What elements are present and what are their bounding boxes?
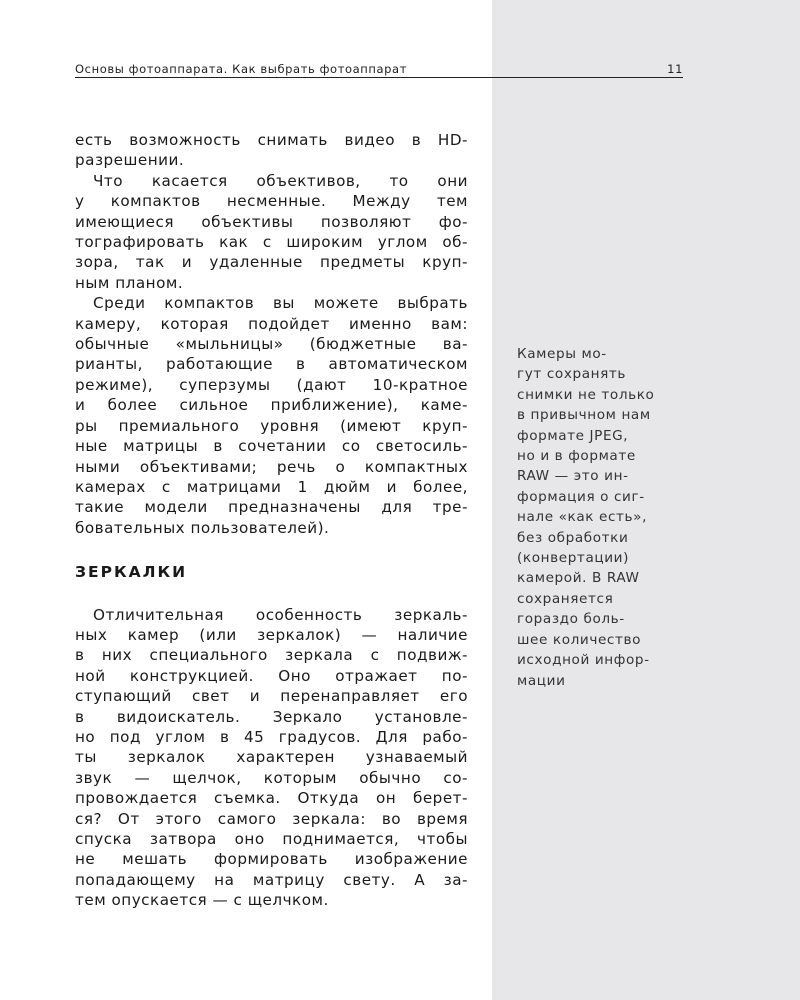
sidenote-line: формате JPEG, <box>517 427 629 444</box>
text-line: ступающий свет и перенаправляет его <box>75 687 468 706</box>
text-line: тем опускается — с щелчком. <box>75 891 329 910</box>
sidenote-line: в привычном нам <box>517 407 651 424</box>
main-text <box>75 130 468 911</box>
header-title: Основы фотоаппарата. Как выбрать фотоаппарат <box>75 62 408 76</box>
text-line: обычные «мыльницы» (бюджетные ва- <box>75 335 468 354</box>
text-line: и более сильное приближение), каме- <box>75 396 468 415</box>
text-line: ным планом. <box>75 273 184 292</box>
sidenote-line: (конвертации) <box>517 550 629 567</box>
text-line: ной конструкцией. Оно отражает по- <box>75 666 468 685</box>
text-line: в видоискатель. Зеркало установле- <box>75 707 468 726</box>
text-line: ры премиального уровня (имеют круп- <box>75 416 468 435</box>
text-line: звук — щелчок, которым обычно со- <box>75 768 468 787</box>
text-line: Среди компактов вы можете выбрать <box>93 294 468 313</box>
sidenote-line: сохраняется <box>517 590 614 607</box>
text-line: такие модели предназначены для тре- <box>75 498 468 517</box>
text-line: ты зеркалок характерен узнаваемый <box>75 748 468 767</box>
text-line: провождается съемка. Откуда он берет- <box>75 789 468 808</box>
text-line: бовательных пользователей). <box>75 518 330 537</box>
sidenote-line: гораздо боль- <box>517 611 625 628</box>
sidenote-line: гут сохранять <box>517 366 627 383</box>
sidenote-line: снимки не только <box>517 386 655 403</box>
text-line: Что касается объективов, то они <box>93 171 468 190</box>
text-line: есть возможность снимать видео в HD- <box>75 131 468 149</box>
text-line: Отличительная особенность зеркаль- <box>93 605 468 624</box>
sidenote-line: RAW — это ин- <box>517 468 629 485</box>
text-line: тографировать как с широким углом об- <box>75 233 468 252</box>
page-number: 11 <box>667 62 683 76</box>
running-header <box>75 62 683 78</box>
sidenote-line: Камеры мо- <box>517 346 607 362</box>
section-heading: ЗЕРКАЛКИ <box>75 563 188 582</box>
text-line: ные матрицы в сочетании со светосиль- <box>75 437 468 456</box>
sidenote <box>517 344 682 691</box>
text-line: ся? От этого самого зеркала: во время <box>75 809 468 828</box>
sidenote-line: формация о сиг- <box>517 488 645 505</box>
text-line: ных камер (или зеркалок) — наличие <box>75 625 468 644</box>
sidenote-line: без обработки <box>517 529 629 546</box>
text-line: имеющиеся объективы позволяют фо- <box>75 212 468 231</box>
sidenote-line: но и в формате <box>517 448 636 465</box>
sidenote-line: нале «как есть», <box>517 509 647 526</box>
text-line: ными объективами; речь о компактных <box>75 457 468 476</box>
sidenote-line: шее количество <box>517 631 642 648</box>
paragraph-2 <box>75 171 468 293</box>
text-line: не мешать формировать изображение <box>75 850 468 869</box>
text-line: разрешении. <box>75 151 185 170</box>
text-line: рианты, работающие в автоматическом <box>75 355 468 374</box>
text-line: режиме), суперзумы (дают 10-кратное <box>75 375 468 394</box>
text-line: в них специального зеркала с подвиж- <box>75 646 468 665</box>
paragraph-3 <box>75 293 468 538</box>
paragraph-4 <box>75 605 468 911</box>
paragraph-1 <box>75 130 468 171</box>
text-line: попадающему на матрицу свету. А за- <box>75 870 468 889</box>
text-line: камерах с матрицами 1 дюйм и более, <box>75 477 468 496</box>
sidenote-line: камерой. В RAW <box>517 570 640 587</box>
text-line: но под углом в 45 градусов. Для рабо- <box>75 727 468 746</box>
text-line: у компактов несменные. Между тем <box>75 192 468 211</box>
text-line: зора, так и удаленные предметы круп- <box>75 253 468 272</box>
sidenote-line: мации <box>517 672 566 689</box>
sidenote-line: исходной инфор- <box>517 652 650 669</box>
text-line: камеру, которая подойдет именно вам: <box>75 314 468 333</box>
text-line: спуска затвора оно поднимается, чтобы <box>75 830 468 848</box>
